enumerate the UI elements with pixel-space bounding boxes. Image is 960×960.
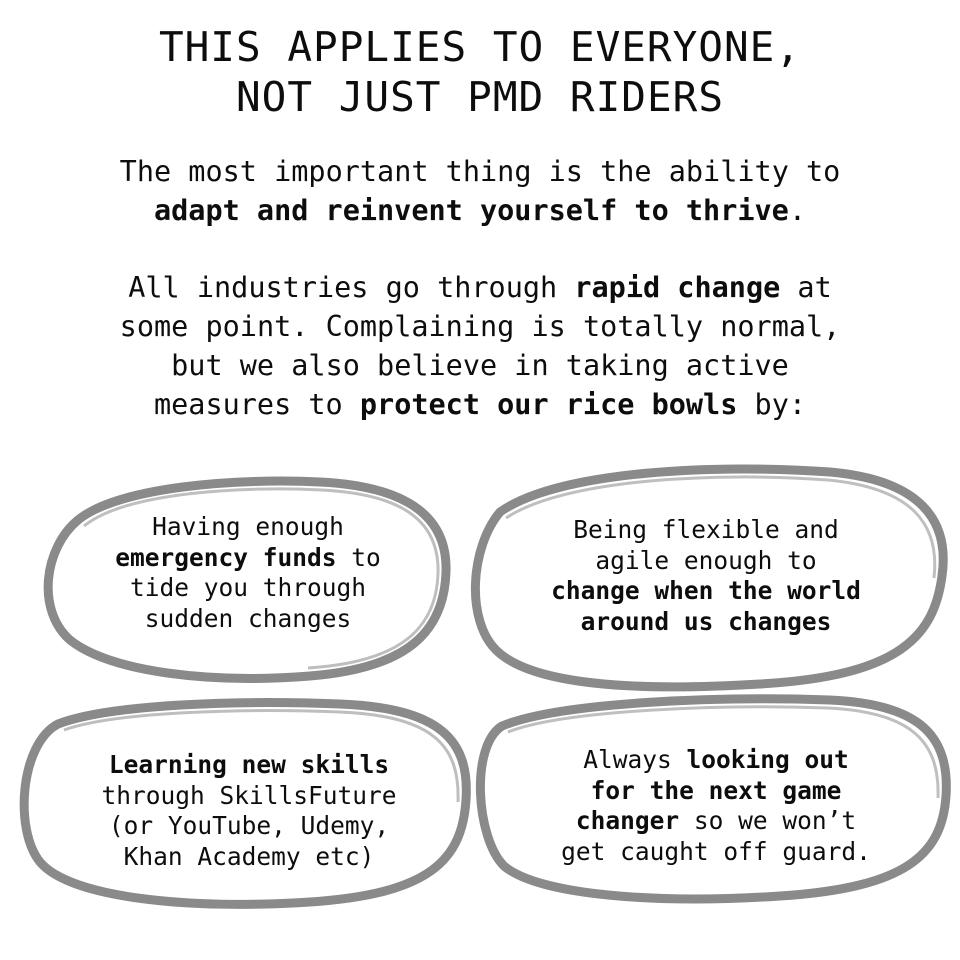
bubble-funds-line-3: tide you through — [129, 573, 366, 602]
intro-line-1: The most important thing is the ability to — [119, 155, 841, 188]
bubble-skills-line-3: (or YouTube, Udemy, — [108, 811, 390, 840]
bubble-flexible-line-1: Being flexible and — [573, 515, 839, 544]
changer-emphasis: changer — [575, 806, 680, 835]
bubble-game-line-1-start: Always — [583, 745, 687, 774]
bubble-flexible-line-2: agile enough to — [595, 545, 817, 575]
bubble-game-line-4: get caught off guard. — [561, 836, 871, 866]
bubble-funds-line-1: Having enough — [152, 512, 344, 541]
bubble-game-line-3-end: so we won’t — [679, 806, 857, 835]
body-line-4-end: by: — [737, 388, 807, 421]
bubble-emergency-funds — [60, 512, 436, 634]
bubble-funds-line-2 — [60, 543, 436, 574]
rice-bowls-emphasis: protect our rice bowls — [359, 388, 738, 421]
emergency-funds-emphasis: emergency funds — [115, 542, 337, 572]
body-line-4-start: measures to — [153, 388, 360, 421]
bubble-game-line-1 — [488, 745, 944, 776]
body-line-1-end: at — [780, 271, 832, 304]
bubble-skills-line-4: Khan Academy etc) — [123, 841, 375, 871]
bubble-flexible-line-4: around us changes — [580, 606, 832, 636]
bubble-funds-line-2-end: to — [336, 542, 381, 572]
body-line-3: but we also believe in taking active — [171, 349, 789, 382]
bubble-game-line-3 — [488, 806, 944, 837]
bubble-flexible — [488, 515, 924, 637]
rapid-change-emphasis: rapid change — [574, 271, 781, 304]
bubble-skills-line-1: Learning new skills — [108, 750, 390, 779]
heading-line-1: THIS APPLIES TO EVERYONE, — [158, 23, 802, 71]
bubble-funds-line-4: sudden changes — [144, 603, 352, 633]
bubble-flexible-line-3: change when the world — [551, 576, 861, 605]
bubble-game-line-2: for the next game — [590, 775, 842, 805]
looking-out-emphasis: looking out — [686, 745, 849, 774]
bubble-learning-skills — [40, 750, 458, 872]
body-line-1-start: All industries go through — [128, 271, 575, 304]
intro-emphasis: adapt and reinvent yourself to thrive — [153, 194, 789, 227]
heading-line-2: NOT JUST PMD RIDERS — [236, 73, 724, 121]
bubble-game-changer — [488, 745, 944, 867]
intro-period: . — [788, 194, 807, 227]
bubble-skills-line-2: through SkillsFuture — [101, 780, 397, 810]
body-line-2: some point. Complaining is totally normal, — [119, 310, 841, 343]
